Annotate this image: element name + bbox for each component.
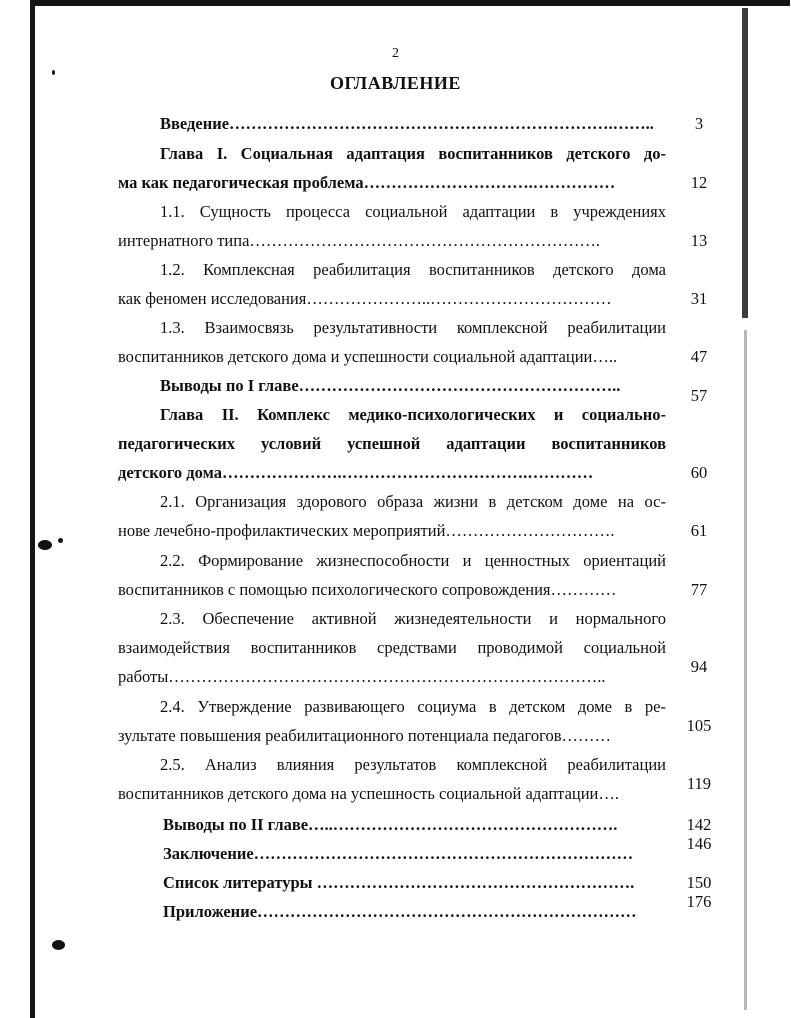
toc-chapter1-page: 12: [690, 173, 708, 192]
toc-2-2-page: 77: [690, 580, 708, 599]
toc-appendix-line-1: Приложение……………………………………………………………: [163, 902, 637, 921]
toc-conclusion-page: 146: [686, 834, 712, 853]
toc-2-3-line-3: работы……………………………………………………………………..: [118, 667, 606, 686]
toc-chapter2-line-2: педагогических условий успешной адаптации воспитанников: [118, 434, 666, 453]
scan-edge-top: [30, 0, 790, 6]
toc-intro-line-1: Введение…………………………………………………………….……..: [160, 114, 654, 133]
toc-chapter2-line-3: детского дома………………….…………………………….…………: [118, 463, 594, 482]
toc-1-3-line-1: 1.3. Взаимосвязь результативности комплексной реабилитации: [160, 318, 666, 337]
toc-conclusions-2-line-1: Выводы по II главе…..…………………………………………….: [163, 815, 618, 834]
scan-speck: [58, 538, 63, 543]
toc-2-3-line-2: взаимодействия воспитанников средствами проводимой социальной: [118, 638, 666, 657]
scan-speck: [52, 940, 65, 950]
toc-conclusion-line-1: Заключение……………………………………………………………: [163, 844, 634, 863]
page-number: 2: [392, 46, 399, 61]
toc-conclusions-2-page: 142: [686, 815, 712, 834]
toc-appendix-page: 176: [686, 892, 712, 911]
toc-bibliography-line-1: Список литературы ………………………………………………….: [163, 873, 635, 892]
toc-2-4-line-2: зультате повышения реабилитационного потенциала педагогов………: [118, 726, 612, 745]
toc-intro-page: 3: [694, 114, 704, 133]
toc-conclusions-1-line-1: Выводы по I главе…………………………………………………..: [160, 376, 621, 395]
toc-1-2-line-1: 1.2. Комплексная реабилитация воспитанников детского дома: [160, 260, 666, 279]
scan-edge-right-faint: [744, 330, 747, 1010]
toc-conclusions-1-page: 57: [690, 386, 708, 405]
toc-2-2-line-2: воспитанников с помощью психологического сопровождения…………: [118, 580, 617, 599]
toc-2-3-page: 94: [690, 657, 708, 676]
toc-1-2-line-2: как феномен исследования…………………..……………………………: [118, 289, 612, 308]
toc-1-1-line-1: 1.1. Сущность процесса социальной адаптации в учреждениях: [160, 202, 666, 221]
toc-chapter1-line-1: Глава I. Социальная адаптация воспитанников детского до-: [160, 144, 666, 163]
toc-chapter1-line-2: ма как педагогическая проблема………………………….……………: [118, 173, 616, 192]
toc-1-3-line-2: воспитанников детского дома и успешности социальной адаптации…..: [118, 347, 618, 366]
toc-2-4-page: 105: [686, 716, 712, 735]
toc-2-1-line-1: 2.1. Организация здорового образа жизни в детском доме на ос-: [160, 492, 666, 511]
page-title: ОГЛАВЛЕНИЕ: [330, 73, 461, 93]
toc-2-5-line-2: воспитанников детского дома на успешность социальной адаптации….: [118, 784, 620, 803]
toc-1-2-page: 31: [690, 289, 708, 308]
toc-1-1-page: 13: [690, 231, 708, 250]
toc-1-1-line-2: интернатного типа……………………………………………………….: [118, 231, 601, 250]
toc-2-4-line-1: 2.4. Утверждение развивающего социума в детском доме в ре-: [160, 697, 666, 716]
toc-chapter2-line-1: Глава II. Комплекс медико-психологических и социально-: [160, 405, 666, 424]
scan-speck: [38, 540, 52, 550]
toc-2-3-line-1: 2.3. Обеспечение активной жизнедеятельности и нормального: [160, 609, 666, 628]
toc-2-5-page: 119: [686, 774, 712, 793]
toc-bibliography-page: 150: [686, 873, 712, 892]
toc-chapter2-page: 60: [690, 463, 708, 482]
toc-2-2-line-1: 2.2. Формирование жизнеспособности и ценностных ориентаций: [160, 551, 666, 570]
toc-2-5-line-1: 2.5. Анализ влияния результатов комплексной реабилитации: [160, 755, 666, 774]
toc-2-1-line-2: нове лечебно-профилактических мероприятий………………………….: [118, 521, 615, 540]
toc-2-1-page: 61: [690, 521, 708, 540]
scan-edge-left: [30, 0, 35, 1018]
toc-1-3-page: 47: [690, 347, 708, 366]
